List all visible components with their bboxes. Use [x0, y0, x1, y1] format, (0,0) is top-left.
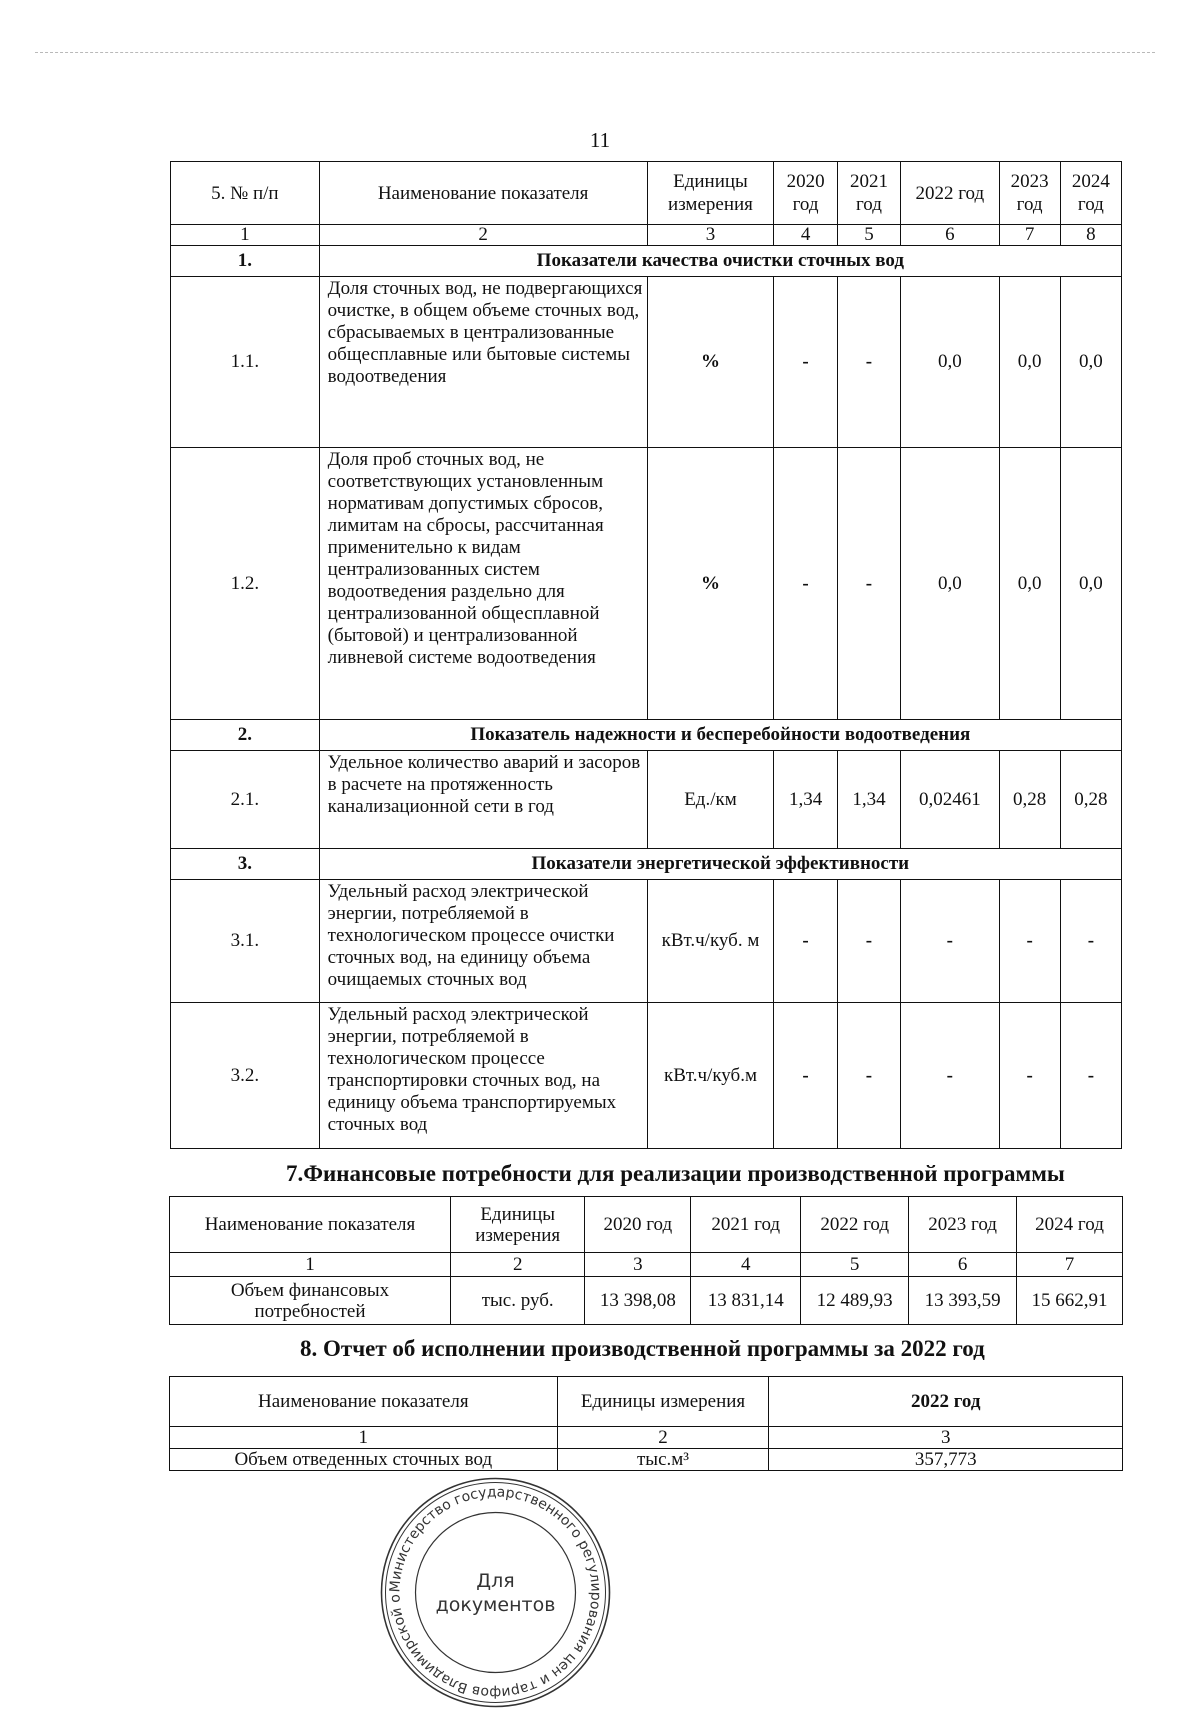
- unit-cell: кВт.ч/куб. м: [647, 880, 774, 1003]
- col-header-unit: Единицы измерения: [451, 1197, 585, 1253]
- col-header-2020: 2020 год: [585, 1197, 691, 1253]
- column-number: 5: [837, 225, 900, 246]
- column-number: 4: [691, 1253, 801, 1277]
- stamp-center-line1: Для: [476, 1569, 515, 1592]
- section-title: Показатели энергетической эффективности: [319, 849, 1121, 880]
- indicator-name: Доля сточных вод, не подвергающихся очистке, в общем объеме сточных вод, сбрасываемых в централизованные общесплавные или бытовые системы водоотведения: [319, 277, 647, 448]
- value-2022: 12 489,93: [801, 1277, 909, 1325]
- col-header-unit: Единицы измерения: [557, 1377, 769, 1427]
- column-number-row: [171, 225, 1122, 246]
- value-2023: 13 393,59: [909, 1277, 1017, 1325]
- value-2024: -: [1060, 880, 1121, 1003]
- value-2020: -: [774, 448, 837, 720]
- page-number: 11: [589, 128, 611, 152]
- value-2023: 0,0: [999, 448, 1060, 720]
- header-row: [170, 1377, 1123, 1427]
- header-row: [170, 1197, 1123, 1253]
- unit-cell: %: [647, 448, 774, 720]
- report-heading: 8. Отчет об исполнении производственной программы за 2022 год: [300, 1336, 985, 1361]
- indicator-name: Удельное количество аварий и засоров в расчете на протяженность канализационной сети в год: [319, 751, 647, 849]
- table-row: [171, 1003, 1122, 1149]
- col-header-2024: 2024 год: [1017, 1197, 1123, 1253]
- value-2021: -: [837, 277, 900, 448]
- row-number: 1.1.: [171, 277, 320, 448]
- value-2021: -: [837, 448, 900, 720]
- stamp-center-line2: документов: [435, 1593, 556, 1616]
- table-row: [171, 277, 1122, 448]
- value-2021: 1,34: [837, 751, 900, 849]
- column-number: 8: [1060, 225, 1121, 246]
- indicator-name: Удельный расход электрической энергии, потребляемой в технологическом процессе транспортировки сточных вод, на единицу объема транспортируемых сточных вод: [319, 1003, 647, 1149]
- report-table: [169, 1376, 1123, 1471]
- value-2024: 0,0: [1060, 277, 1121, 448]
- column-number: 6: [901, 225, 999, 246]
- scan-noise-line: [35, 52, 1155, 53]
- column-number: 7: [1017, 1253, 1123, 1277]
- value-2022: 357,773: [769, 1449, 1123, 1471]
- value-2024: 15 662,91: [1017, 1277, 1123, 1325]
- value-2024: 0,28: [1060, 751, 1121, 849]
- indicator-name: Удельный расход электрической энергии, потребляемой в технологическом процессе очистки сточных вод, на единицу объема очищаемых сточных вод: [319, 880, 647, 1003]
- section-row: [171, 246, 1122, 277]
- column-number: 4: [774, 225, 837, 246]
- column-number-row: [170, 1253, 1123, 1277]
- unit-cell: тыс. руб.: [451, 1277, 585, 1325]
- section-number: 3.: [171, 849, 320, 880]
- value-2020: 13 398,08: [585, 1277, 691, 1325]
- col-header-2021: 2021 год: [691, 1197, 801, 1253]
- col-header-name: Наименование показателя: [170, 1197, 451, 1253]
- section-title: Показатели качества очистки сточных вод: [319, 246, 1121, 277]
- column-number: 5: [801, 1253, 909, 1277]
- finance-heading: 7.Финансовые потребности для реализации производственной программы: [286, 1161, 1065, 1186]
- section-number: 2.: [171, 720, 320, 751]
- value-2020: -: [774, 277, 837, 448]
- indicators-table: [170, 161, 1122, 1149]
- indicator-name: Доля проб сточных вод, не соответствующих установленным нормативам допустимых сбросов, лимитам на сбросы, рассчитанная применительно к видам централизованных систем водоотведения раздельно для централизованной общесплавной (бытовой) и централизованной ливневой системе водоотведения: [319, 448, 647, 720]
- value-2022: 0,02461: [901, 751, 999, 849]
- value-2020: -: [774, 1003, 837, 1149]
- column-number: 3: [585, 1253, 691, 1277]
- section-title: Показатель надежности и бесперебойности водоотведения: [319, 720, 1121, 751]
- value-2024: 0,0: [1060, 448, 1121, 720]
- section-row: [171, 720, 1122, 751]
- row-number: 3.1.: [171, 880, 320, 1003]
- table-row: [171, 751, 1122, 849]
- header-row: [171, 162, 1122, 225]
- unit-cell: %: [647, 277, 774, 448]
- col-header-num: 5. № п/п: [171, 162, 320, 225]
- table-row: [171, 448, 1122, 720]
- unit-cell: кВт.ч/куб.м: [647, 1003, 774, 1149]
- stamp-ring-text: Министерство государственного регулирования цен и тарифов Владимирской о: [387, 1484, 604, 1701]
- section-number: 1.: [171, 246, 320, 277]
- stamp-center: [378, 1475, 613, 1710]
- table-row: [170, 1277, 1123, 1325]
- value-2023: -: [999, 1003, 1060, 1149]
- value-2023: 0,0: [999, 277, 1060, 448]
- value-2020: 1,34: [774, 751, 837, 849]
- col-header-2022: 2022 год: [901, 162, 999, 225]
- value-2022: 0,0: [901, 448, 999, 720]
- col-header-2021: 2021 год: [837, 162, 900, 225]
- row-number: 3.2.: [171, 1003, 320, 1149]
- value-2022: 0,0: [901, 277, 999, 448]
- column-number-row: [170, 1427, 1123, 1449]
- indicator-name: Объем финансовых потребностей: [170, 1277, 451, 1325]
- value-2021: 13 831,14: [691, 1277, 801, 1325]
- col-header-2022: 2022 год: [801, 1197, 909, 1253]
- value-2023: -: [999, 880, 1060, 1003]
- column-number: 2: [451, 1253, 585, 1277]
- unit-cell: тыс.м³: [557, 1449, 769, 1471]
- column-number: 6: [909, 1253, 1017, 1277]
- value-2021: -: [837, 1003, 900, 1149]
- column-number: 1: [170, 1427, 558, 1449]
- official-stamp: [378, 1475, 613, 1710]
- unit-cell: Ед./км: [647, 751, 774, 849]
- row-number: 2.1.: [171, 751, 320, 849]
- value-2020: -: [774, 880, 837, 1003]
- section-row: [171, 849, 1122, 880]
- col-header-2022: 2022 год: [769, 1377, 1123, 1427]
- value-2021: -: [837, 880, 900, 1003]
- finance-table: [169, 1196, 1123, 1325]
- col-header-2024: 2024 год: [1060, 162, 1121, 225]
- column-number: 1: [171, 225, 320, 246]
- table-row: [170, 1449, 1123, 1471]
- column-number: 2: [557, 1427, 769, 1449]
- column-number: 7: [999, 225, 1060, 246]
- indicator-name: Объем отведенных сточных вод: [170, 1449, 558, 1471]
- column-number: 3: [769, 1427, 1123, 1449]
- value-2022: -: [901, 880, 999, 1003]
- col-header-2023: 2023 год: [909, 1197, 1017, 1253]
- column-number: 2: [319, 225, 647, 246]
- col-header-name: Наименование показателя: [170, 1377, 558, 1427]
- row-number: 1.2.: [171, 448, 320, 720]
- column-number: 1: [170, 1253, 451, 1277]
- value-2024: -: [1060, 1003, 1121, 1149]
- col-header-2023: 2023 год: [999, 162, 1060, 225]
- value-2023: 0,28: [999, 751, 1060, 849]
- col-header-2020: 2020 год: [774, 162, 837, 225]
- table-row: [171, 880, 1122, 1003]
- column-number: 3: [647, 225, 774, 246]
- value-2022: -: [901, 1003, 999, 1149]
- col-header-unit: Единицы измерения: [647, 162, 774, 225]
- col-header-name: Наименование показателя: [319, 162, 647, 225]
